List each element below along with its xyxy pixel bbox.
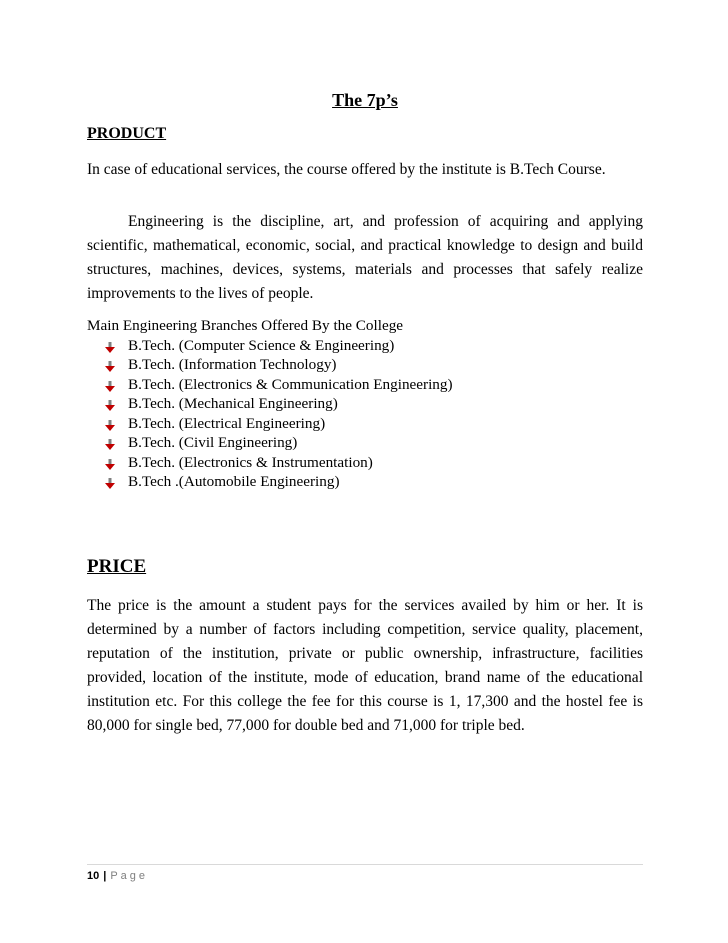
- branch-label: B.Tech. (Civil Engineering): [128, 434, 298, 451]
- branch-label: B.Tech. (Mechanical Engineering): [128, 395, 338, 412]
- page-number: 10: [87, 870, 100, 882]
- arrow-down-bullet-icon: [105, 379, 115, 391]
- list-item: [87, 394, 453, 414]
- page-word: Page: [110, 870, 149, 882]
- product-paragraph-1: In case of educational services, the course offered by the institute is B.Tech Course.: [87, 161, 606, 178]
- arrow-down-bullet-icon: [105, 359, 115, 371]
- footer-separator: |: [103, 870, 107, 882]
- arrow-down-bullet-icon: [105, 476, 115, 488]
- branch-label: B.Tech. (Electronics & Instrumentation): [128, 453, 373, 471]
- list-item: [87, 355, 453, 375]
- branches-section: [87, 316, 453, 492]
- branches-list: [87, 336, 453, 492]
- branch-label: B.Tech. (Information Technology): [128, 356, 337, 373]
- branch-label: B.Tech .(Automobile Engineering): [128, 473, 340, 490]
- section-heading-product: PRODUCT: [87, 125, 167, 142]
- arrow-down-bullet-icon: [105, 457, 115, 469]
- list-item: [87, 453, 453, 473]
- page-title: The 7p’s: [332, 90, 398, 110]
- list-item: [87, 472, 453, 492]
- list-item: [87, 433, 453, 453]
- page-footer: [87, 870, 148, 882]
- section-heading-price: PRICE: [87, 556, 147, 577]
- branch-label: B.Tech. (Computer Science & Engineering): [128, 336, 395, 354]
- product-paragraph-2: Engineering is the discipline, art, and profession of acquiring and applying scientific, mathematical, economic, social, and practical knowledge to design and build structures, machines, devices, systems, materials and processes that safely realize improvements to the lives of people.: [87, 213, 643, 302]
- price-paragraph: The price is the amount a student pays for the services availed by him or her. It is determined by a number of factors including competition, service quality, placement, reputation of the institution, private or public ownership, infrastructure, facilities provided, location of the institute, mode of education, brand name of the educational institution etc. For this college the fee for this course is 1, 17,300 and the hostel fee is 80,000 for single bed, 77,000 for double bed and 71,000 for triple bed.: [87, 597, 643, 734]
- branch-label: B.Tech. (Electrical Engineering): [128, 414, 326, 432]
- arrow-down-bullet-icon: [105, 418, 115, 430]
- branch-label: B.Tech. (Electronics & Communication Engineering): [128, 375, 453, 393]
- arrow-down-bullet-icon: [105, 340, 115, 352]
- branches-intro: Main Engineering Branches Offered By the College: [87, 317, 404, 334]
- list-item: [87, 336, 453, 356]
- list-item: [87, 375, 453, 395]
- list-item: [87, 414, 453, 434]
- footer-rule: [87, 864, 643, 865]
- arrow-down-bullet-icon: [105, 437, 115, 449]
- arrow-down-bullet-icon: [105, 398, 115, 410]
